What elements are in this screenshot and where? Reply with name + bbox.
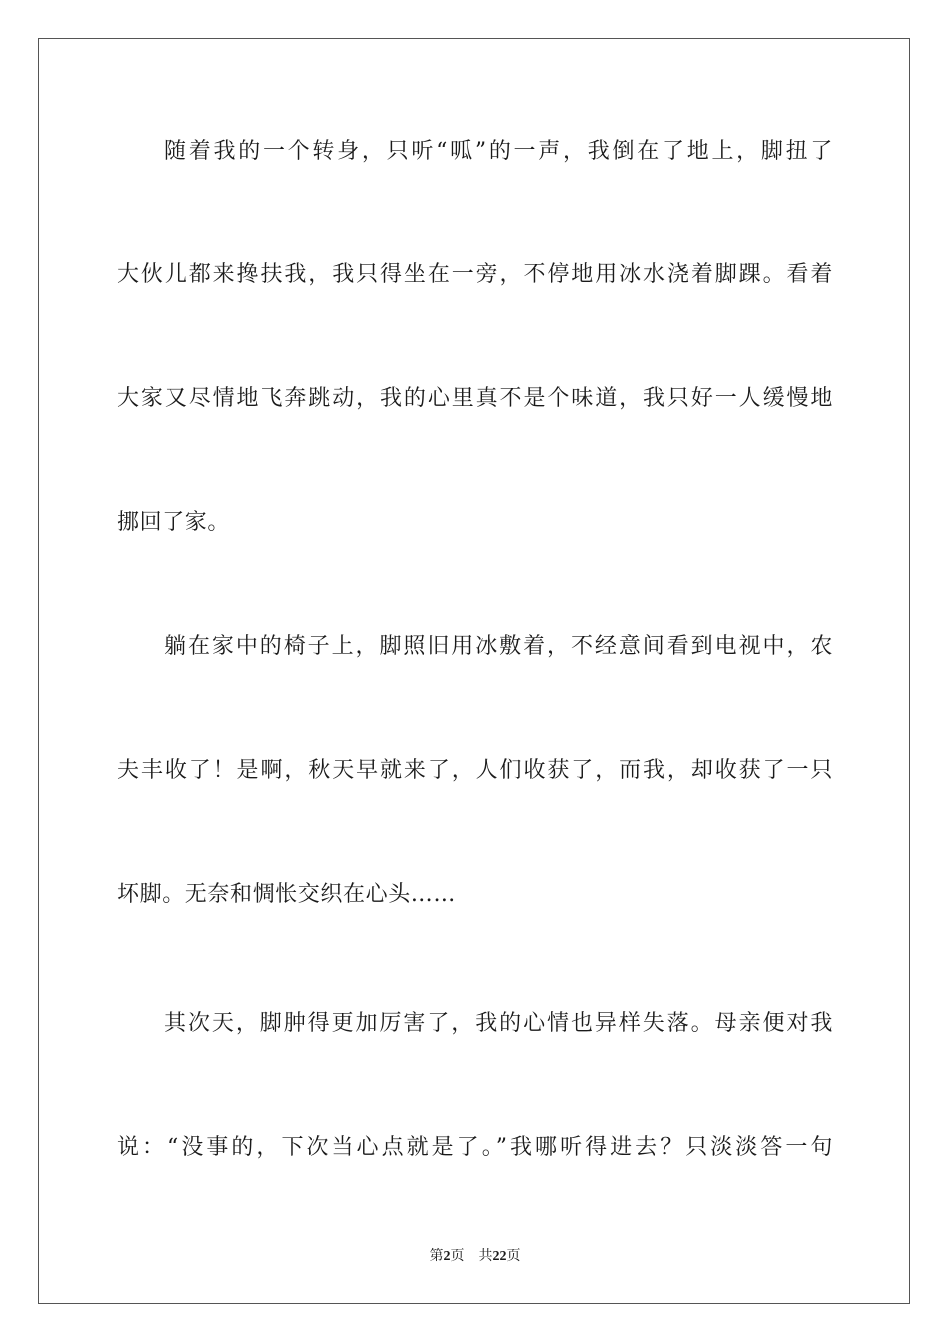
footer-total-suffix: 页 bbox=[506, 1248, 521, 1264]
footer-page-number: 2 bbox=[443, 1249, 451, 1264]
text-line-9: 说：“没事的，下次当心点就是了。”我哪听得进去？只淡淡答一句 bbox=[117, 1135, 833, 1160]
page-footer bbox=[0, 1246, 950, 1267]
text-line-2: 大伙儿都来搀扶我，我只得坐在一旁，不停地用冰水浇着脚踝。看着 bbox=[117, 262, 833, 287]
text-line-1: 随着我的一个转身，只听“呱”的一声，我倒在了地上，脚扭了 bbox=[164, 139, 833, 164]
text-line-5: 躺在家中的椅子上，脚照旧用冰敷着，不经意间看到电视中，农 bbox=[164, 634, 833, 659]
text-line-7: 坏脚。无奈和惆怅交织在心头…… bbox=[117, 882, 457, 907]
text-line-8: 其次天，脚肿得更加厉害了，我的心情也异样失落。母亲便对我 bbox=[164, 1011, 833, 1036]
footer-total-prefix: 共 bbox=[478, 1248, 493, 1264]
text-line-3: 大家又尽情地飞奔跳动，我的心里真不是个味道，我只好一人缓慢地 bbox=[117, 386, 833, 411]
footer-page-suffix: 页 bbox=[450, 1248, 465, 1264]
footer-total-number: 22 bbox=[492, 1249, 507, 1264]
text-line-4: 挪回了家。 bbox=[117, 510, 231, 535]
text-line-6: 夫丰收了！是啊，秋天早就来了，人们收获了，而我，却收获了一只 bbox=[117, 758, 833, 783]
page-border bbox=[38, 38, 910, 1304]
footer-page-prefix: 第 bbox=[429, 1248, 444, 1264]
